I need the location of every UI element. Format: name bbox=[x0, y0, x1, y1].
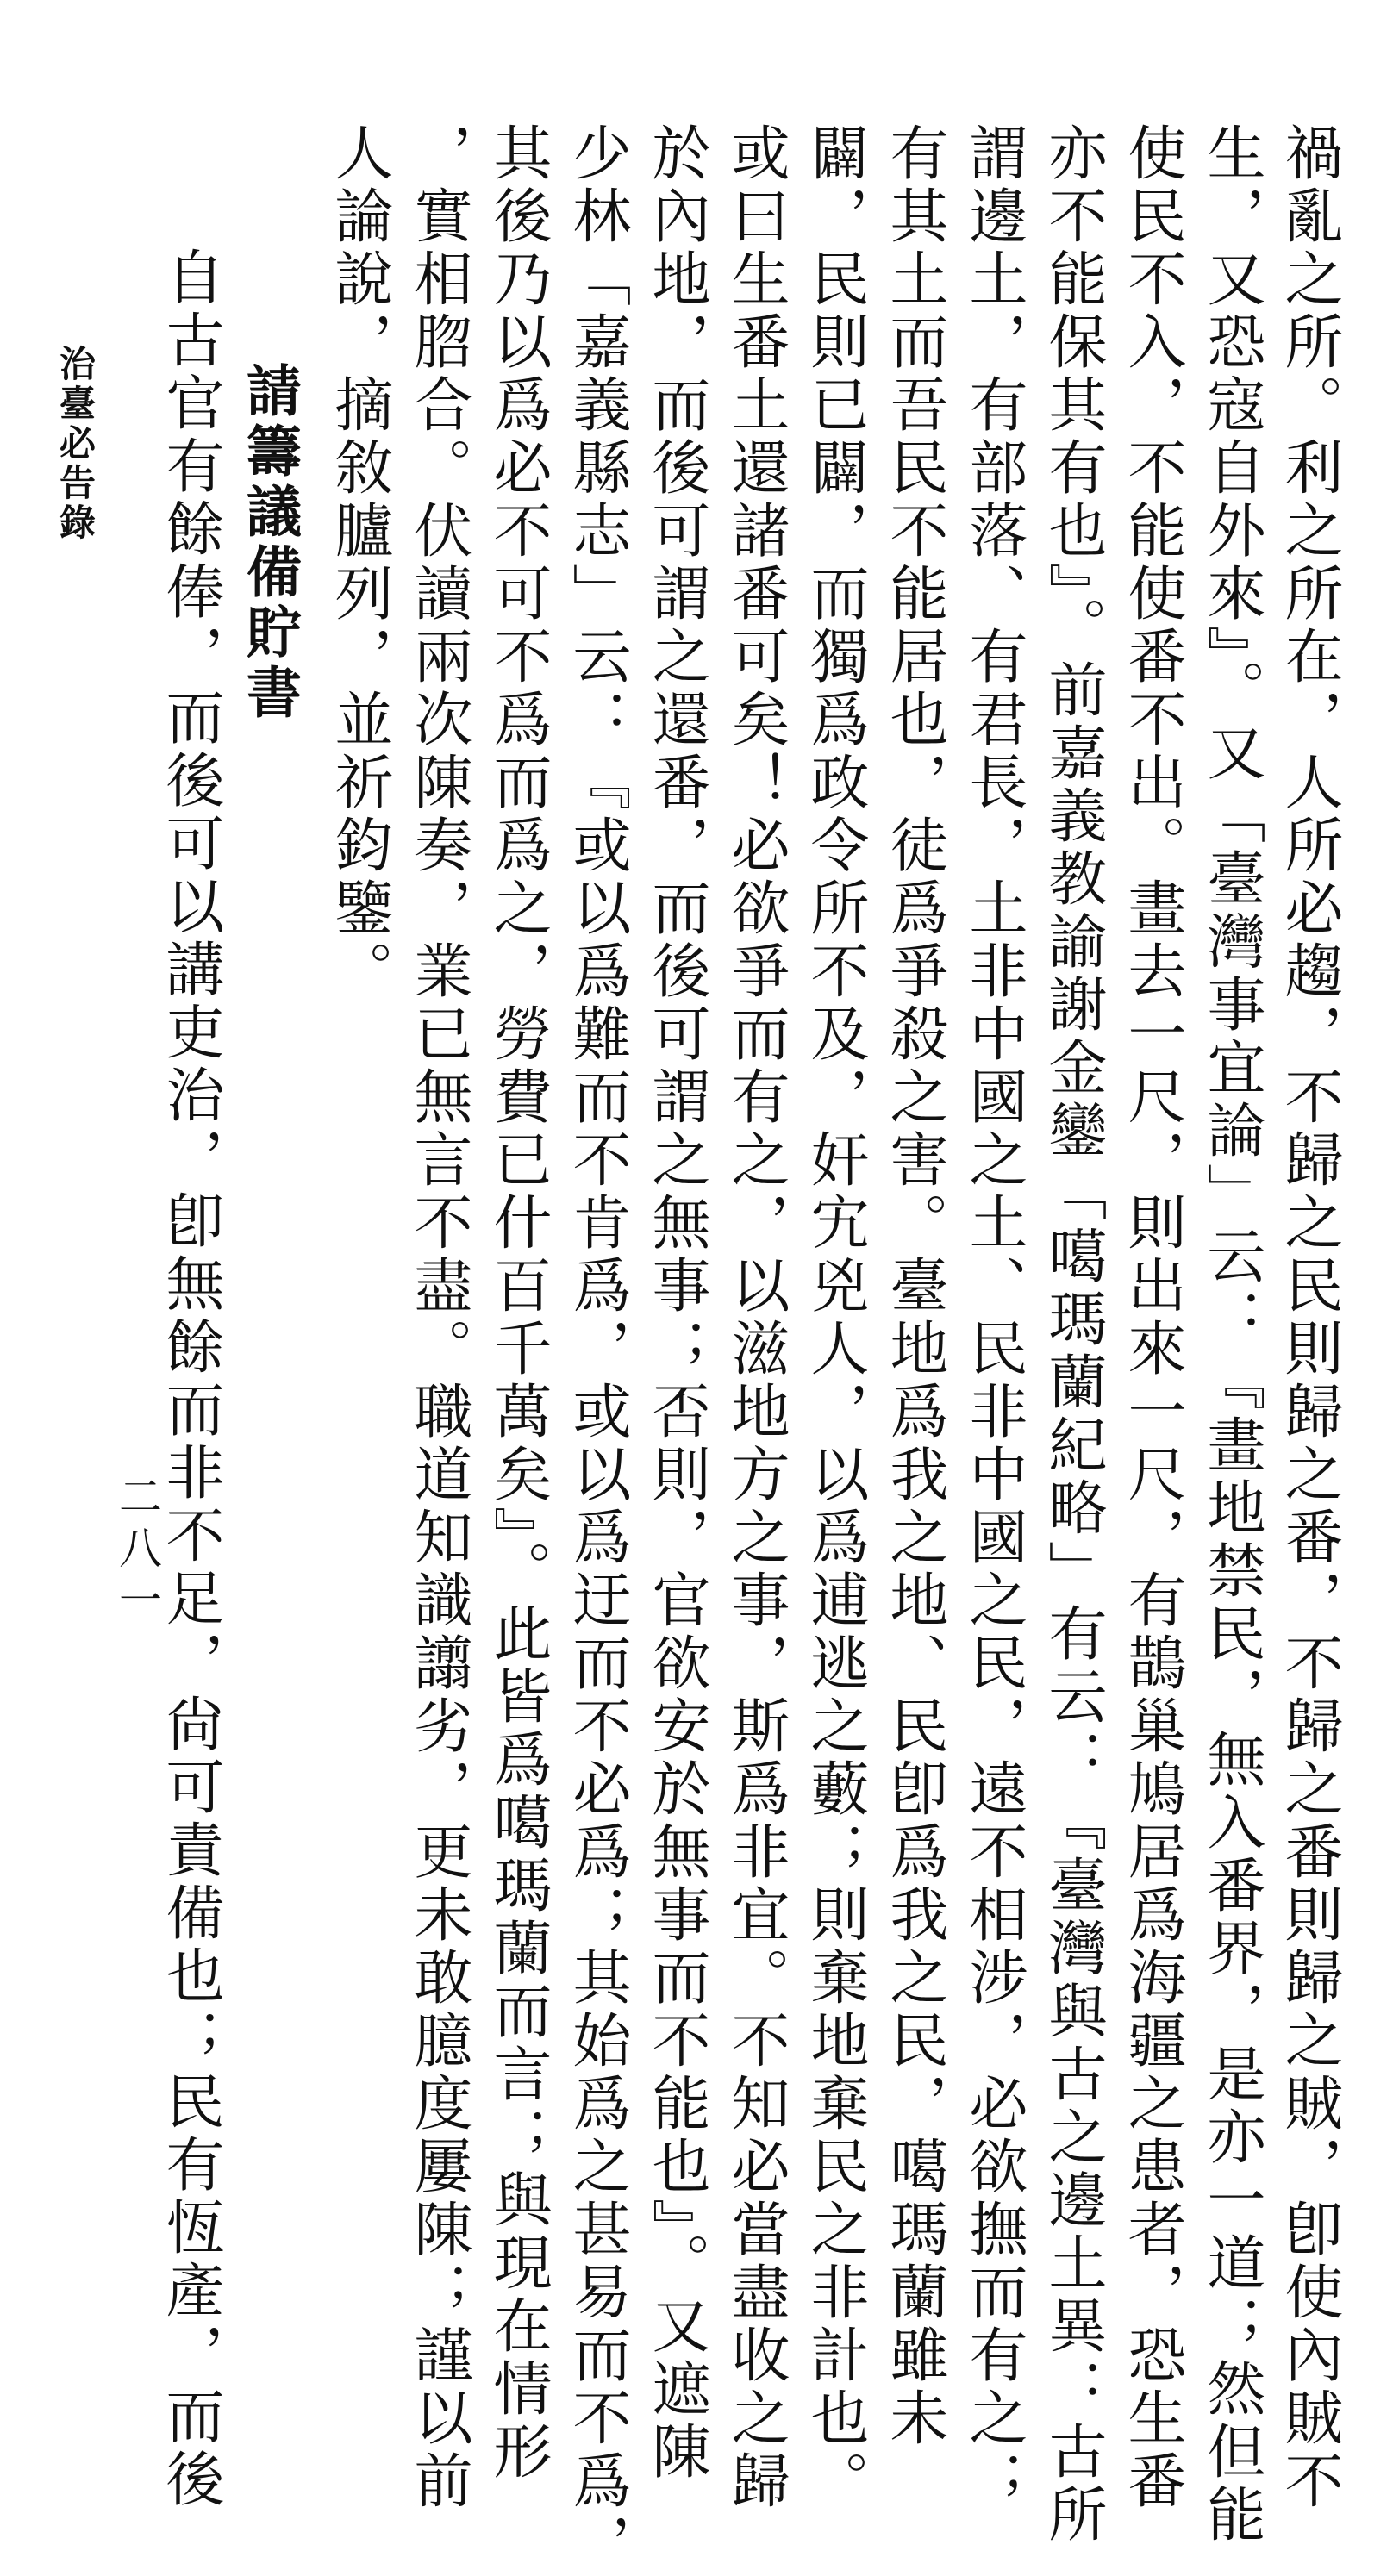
text-column: 亦不能保其有也』。前嘉義教諭謝金鑾「噶瑪蘭紀略」有云：『臺灣與古之邊土異：古所 bbox=[1039, 122, 1107, 2547]
section-title: 請籌議備貯書 bbox=[237, 362, 302, 724]
page-number: 二八一 bbox=[112, 1474, 162, 1629]
text-column: 禍亂之所。利之所在，人所必趨，不歸之民則歸之番，不歸之番則歸之賊，卽使內賊不 bbox=[1275, 122, 1343, 2513]
text-column: 有其土而吾民不能居也，徒爲爭殺之害。臺地爲我之地、民卽爲我之民，噶瑪蘭雖未 bbox=[880, 122, 948, 2450]
text-column: 闢，民則已闢，而獨爲政令所不及，奸宄兇人，以爲逋逃之藪；則棄地棄民之非計也。 bbox=[801, 122, 869, 2513]
text-column: 或曰生番土還諸番可矣！必欲爭而有之，以滋地方之事，斯爲非宜。不知必當盡收之歸 bbox=[721, 122, 790, 2513]
text-column: 於內地，而後可謂之還番，而後可謂之無事；否則，官欲安於無事而不能也』。又遮陳 bbox=[642, 122, 710, 2484]
text-column: 使民不入，不能使番不出。畫去一尺，則出來一尺，有鵲巢鳩居爲海疆之患者，恐生番 bbox=[1118, 122, 1186, 2513]
running-title: 治臺必告錄 bbox=[54, 345, 97, 543]
text-column: 謂邊土，有部落、有君長，土非中國之土、民非中國之民，遠不相涉，必欲撫而有之； bbox=[959, 122, 1028, 2513]
text-column: 自古官有餘俸，而後可以講吏治，卽無餘而非不足，尙可責備也；民有恆產，而後 bbox=[156, 246, 224, 2511]
text-column: 人論說，摘敘臚列，並祈鈞鑒。 bbox=[325, 122, 393, 1003]
text-column: ，實相脗合。伏讀兩次陳奏，業已無言不盡。職道知識譾劣，更未敢臆度屢陳；謹以前 bbox=[404, 122, 472, 2513]
text-column: 其後乃以爲必不可不爲而爲之，勞費已什百千萬矣』。此皆爲噶瑪蘭而言；與現在情形 bbox=[484, 122, 552, 2484]
text-column: 生，又恐寇自外來』。又「臺灣事宜論」云：『畫地禁民，無入番界，是亦一道；然但能 bbox=[1197, 122, 1265, 2547]
text-column: 少林「嘉義縣志」云：『或以爲難而不肯爲，或以爲迂而不必爲；其始爲之甚易而不爲， bbox=[563, 122, 631, 2576]
